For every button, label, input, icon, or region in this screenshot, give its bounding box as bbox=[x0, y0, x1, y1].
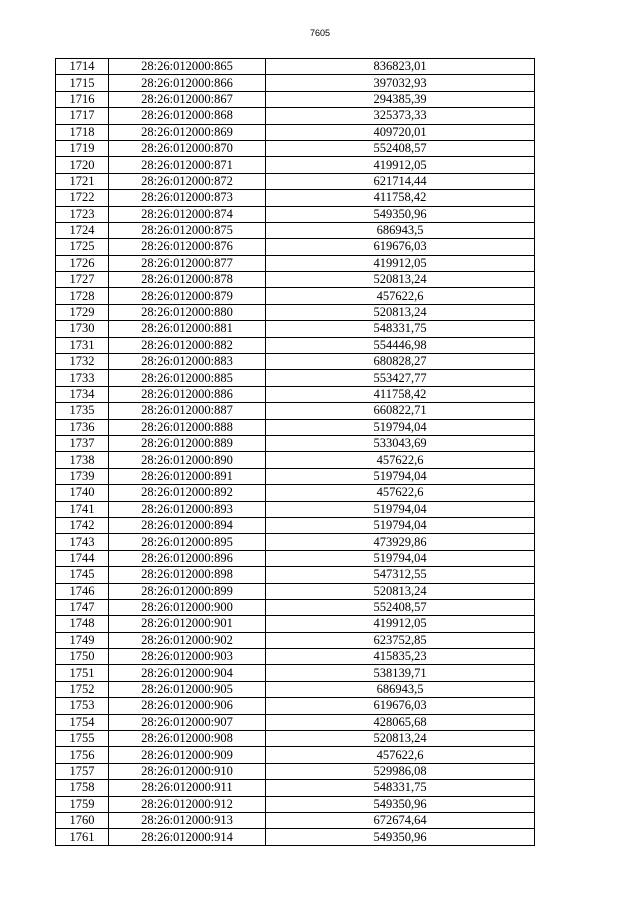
table-row bbox=[56, 304, 535, 320]
row-number-cell: 1736 bbox=[56, 419, 109, 435]
cadastral-number-cell: 28:26:012000:878 bbox=[109, 272, 266, 288]
value-cell: 520813,24 bbox=[266, 583, 535, 599]
cadastral-number-cell: 28:26:012000:881 bbox=[109, 321, 266, 337]
table-row bbox=[56, 649, 535, 665]
row-number-cell: 1756 bbox=[56, 747, 109, 763]
table-row bbox=[56, 173, 535, 189]
table-row bbox=[56, 583, 535, 599]
table-row bbox=[56, 403, 535, 419]
row-number-cell: 1747 bbox=[56, 599, 109, 615]
table-row bbox=[56, 435, 535, 451]
value-cell: 415835,23 bbox=[266, 649, 535, 665]
cadastral-number-cell: 28:26:012000:877 bbox=[109, 255, 266, 271]
row-number-cell: 1714 bbox=[56, 59, 109, 75]
value-cell: 473929,86 bbox=[266, 534, 535, 550]
row-number-cell: 1759 bbox=[56, 796, 109, 812]
table-row bbox=[56, 534, 535, 550]
table-row bbox=[56, 714, 535, 730]
cadastral-number-cell: 28:26:012000:904 bbox=[109, 665, 266, 681]
row-number-cell: 1716 bbox=[56, 91, 109, 107]
cadastral-number-cell: 28:26:012000:905 bbox=[109, 681, 266, 697]
table-row bbox=[56, 272, 535, 288]
table-row bbox=[56, 517, 535, 533]
row-number-cell: 1717 bbox=[56, 108, 109, 124]
value-cell: 411758,42 bbox=[266, 190, 535, 206]
row-number-cell: 1731 bbox=[56, 337, 109, 353]
value-cell: 533043,69 bbox=[266, 435, 535, 451]
table-row bbox=[56, 157, 535, 173]
cadastral-number-cell: 28:26:012000:907 bbox=[109, 714, 266, 730]
cadastral-number-cell: 28:26:012000:914 bbox=[109, 829, 266, 845]
value-cell: 419912,05 bbox=[266, 157, 535, 173]
cadastral-number-cell: 28:26:012000:874 bbox=[109, 206, 266, 222]
value-cell: 457622,6 bbox=[266, 452, 535, 468]
row-number-cell: 1752 bbox=[56, 681, 109, 697]
row-number-cell: 1748 bbox=[56, 616, 109, 632]
table-row bbox=[56, 321, 535, 337]
cadastral-number-cell: 28:26:012000:875 bbox=[109, 222, 266, 238]
cadastral-number-cell: 28:26:012000:895 bbox=[109, 534, 266, 550]
value-cell: 623752,85 bbox=[266, 632, 535, 648]
value-cell: 457622,6 bbox=[266, 485, 535, 501]
row-number-cell: 1726 bbox=[56, 255, 109, 271]
cadastral-number-cell: 28:26:012000:911 bbox=[109, 780, 266, 796]
value-cell: 519794,04 bbox=[266, 468, 535, 484]
table-row bbox=[56, 812, 535, 828]
value-cell: 529986,08 bbox=[266, 763, 535, 779]
table-row bbox=[56, 599, 535, 615]
row-number-cell: 1721 bbox=[56, 173, 109, 189]
row-number-cell: 1751 bbox=[56, 665, 109, 681]
cadastral-number-cell: 28:26:012000:889 bbox=[109, 435, 266, 451]
row-number-cell: 1733 bbox=[56, 370, 109, 386]
row-number-cell: 1720 bbox=[56, 157, 109, 173]
row-number-cell: 1727 bbox=[56, 272, 109, 288]
value-cell: 538139,71 bbox=[266, 665, 535, 681]
value-cell: 547312,55 bbox=[266, 567, 535, 583]
table-row bbox=[56, 370, 535, 386]
cadastral-number-cell: 28:26:012000:901 bbox=[109, 616, 266, 632]
row-number-cell: 1749 bbox=[56, 632, 109, 648]
cadastral-number-cell: 28:26:012000:887 bbox=[109, 403, 266, 419]
table-row bbox=[56, 829, 535, 845]
value-cell: 519794,04 bbox=[266, 501, 535, 517]
cadastral-number-cell: 28:26:012000:912 bbox=[109, 796, 266, 812]
cadastral-number-cell: 28:26:012000:866 bbox=[109, 75, 266, 91]
table-row bbox=[56, 75, 535, 91]
table-row bbox=[56, 665, 535, 681]
value-cell: 428065,68 bbox=[266, 714, 535, 730]
table-row bbox=[56, 485, 535, 501]
row-number-cell: 1719 bbox=[56, 140, 109, 156]
row-number-cell: 1746 bbox=[56, 583, 109, 599]
table-row bbox=[56, 616, 535, 632]
row-number-cell: 1722 bbox=[56, 190, 109, 206]
value-cell: 520813,24 bbox=[266, 731, 535, 747]
row-number-cell: 1734 bbox=[56, 386, 109, 402]
row-number-cell: 1729 bbox=[56, 304, 109, 320]
cadastral-number-cell: 28:26:012000:870 bbox=[109, 140, 266, 156]
row-number-cell: 1735 bbox=[56, 403, 109, 419]
table-row bbox=[56, 747, 535, 763]
table-row bbox=[56, 681, 535, 697]
cadastral-number-cell: 28:26:012000:892 bbox=[109, 485, 266, 501]
value-cell: 519794,04 bbox=[266, 550, 535, 566]
cadastral-number-cell: 28:26:012000:891 bbox=[109, 468, 266, 484]
table-row bbox=[56, 91, 535, 107]
cadastral-number-cell: 28:26:012000:890 bbox=[109, 452, 266, 468]
table-row bbox=[56, 140, 535, 156]
cadastral-number-cell: 28:26:012000:880 bbox=[109, 304, 266, 320]
table-row bbox=[56, 780, 535, 796]
table-row bbox=[56, 190, 535, 206]
row-number-cell: 1753 bbox=[56, 698, 109, 714]
value-cell: 548331,75 bbox=[266, 780, 535, 796]
value-cell: 409720,01 bbox=[266, 124, 535, 140]
cadastral-number-cell: 28:26:012000:869 bbox=[109, 124, 266, 140]
value-cell: 552408,57 bbox=[266, 140, 535, 156]
table-row bbox=[56, 698, 535, 714]
table-row bbox=[56, 222, 535, 238]
cadastral-number-cell: 28:26:012000:902 bbox=[109, 632, 266, 648]
value-cell: 680828,27 bbox=[266, 354, 535, 370]
cadastral-number-cell: 28:26:012000:873 bbox=[109, 190, 266, 206]
cadastral-number-cell: 28:26:012000:913 bbox=[109, 812, 266, 828]
value-cell: 686943,5 bbox=[266, 222, 535, 238]
table-body bbox=[56, 59, 535, 846]
value-cell: 553427,77 bbox=[266, 370, 535, 386]
row-number-cell: 1728 bbox=[56, 288, 109, 304]
cadastral-number-cell: 28:26:012000:882 bbox=[109, 337, 266, 353]
row-number-cell: 1743 bbox=[56, 534, 109, 550]
table-row bbox=[56, 419, 535, 435]
table-row bbox=[56, 796, 535, 812]
table-row bbox=[56, 206, 535, 222]
value-cell: 549350,96 bbox=[266, 796, 535, 812]
value-cell: 325373,33 bbox=[266, 108, 535, 124]
value-cell: 619676,03 bbox=[266, 239, 535, 255]
row-number-cell: 1754 bbox=[56, 714, 109, 730]
table-row bbox=[56, 288, 535, 304]
table-row bbox=[56, 124, 535, 140]
value-cell: 552408,57 bbox=[266, 599, 535, 615]
table-row bbox=[56, 632, 535, 648]
value-cell: 672674,64 bbox=[266, 812, 535, 828]
value-cell: 619676,03 bbox=[266, 698, 535, 714]
cadastral-number-cell: 28:26:012000:888 bbox=[109, 419, 266, 435]
table-row bbox=[56, 731, 535, 747]
value-cell: 549350,96 bbox=[266, 206, 535, 222]
row-number-cell: 1745 bbox=[56, 567, 109, 583]
value-cell: 457622,6 bbox=[266, 288, 535, 304]
value-cell: 660822,71 bbox=[266, 403, 535, 419]
row-number-cell: 1732 bbox=[56, 354, 109, 370]
row-number-cell: 1758 bbox=[56, 780, 109, 796]
row-number-cell: 1737 bbox=[56, 435, 109, 451]
cadastral-number-cell: 28:26:012000:909 bbox=[109, 747, 266, 763]
page-number: 7605 bbox=[309, 28, 331, 38]
value-cell: 519794,04 bbox=[266, 517, 535, 533]
cadastral-number-cell: 28:26:012000:894 bbox=[109, 517, 266, 533]
cadastral-number-cell: 28:26:012000:871 bbox=[109, 157, 266, 173]
cadastral-number-cell: 28:26:012000:885 bbox=[109, 370, 266, 386]
table-row bbox=[56, 468, 535, 484]
table-row bbox=[56, 452, 535, 468]
table-row bbox=[56, 108, 535, 124]
table-row bbox=[56, 550, 535, 566]
value-cell: 397032,93 bbox=[266, 75, 535, 91]
cadastral-number-cell: 28:26:012000:876 bbox=[109, 239, 266, 255]
cadastral-number-cell: 28:26:012000:910 bbox=[109, 763, 266, 779]
cadastral-number-cell: 28:26:012000:900 bbox=[109, 599, 266, 615]
value-cell: 549350,96 bbox=[266, 829, 535, 845]
value-cell: 621714,44 bbox=[266, 173, 535, 189]
cadastral-number-cell: 28:26:012000:896 bbox=[109, 550, 266, 566]
row-number-cell: 1755 bbox=[56, 731, 109, 747]
cadastral-number-cell: 28:26:012000:867 bbox=[109, 91, 266, 107]
value-cell: 686943,5 bbox=[266, 681, 535, 697]
cadastral-number-cell: 28:26:012000:908 bbox=[109, 731, 266, 747]
row-number-cell: 1723 bbox=[56, 206, 109, 222]
value-cell: 457622,6 bbox=[266, 747, 535, 763]
table-row bbox=[56, 501, 535, 517]
cadastral-number-cell: 28:26:012000:886 bbox=[109, 386, 266, 402]
value-cell: 519794,04 bbox=[266, 419, 535, 435]
cadastral-number-cell: 28:26:012000:893 bbox=[109, 501, 266, 517]
cadastral-number-cell: 28:26:012000:865 bbox=[109, 59, 266, 75]
row-number-cell: 1730 bbox=[56, 321, 109, 337]
row-number-cell: 1725 bbox=[56, 239, 109, 255]
row-number-cell: 1750 bbox=[56, 649, 109, 665]
value-cell: 520813,24 bbox=[266, 304, 535, 320]
cadastral-number-cell: 28:26:012000:868 bbox=[109, 108, 266, 124]
table-row bbox=[56, 386, 535, 402]
table-row bbox=[56, 567, 535, 583]
table-row bbox=[56, 354, 535, 370]
row-number-cell: 1715 bbox=[56, 75, 109, 91]
value-cell: 419912,05 bbox=[266, 616, 535, 632]
value-cell: 520813,24 bbox=[266, 272, 535, 288]
value-cell: 294385,39 bbox=[266, 91, 535, 107]
value-cell: 411758,42 bbox=[266, 386, 535, 402]
cadastral-number-cell: 28:26:012000:872 bbox=[109, 173, 266, 189]
cadastral-number-cell: 28:26:012000:899 bbox=[109, 583, 266, 599]
row-number-cell: 1724 bbox=[56, 222, 109, 238]
row-number-cell: 1744 bbox=[56, 550, 109, 566]
value-cell: 419912,05 bbox=[266, 255, 535, 271]
table-row bbox=[56, 763, 535, 779]
row-number-cell: 1738 bbox=[56, 452, 109, 468]
cadastral-number-cell: 28:26:012000:898 bbox=[109, 567, 266, 583]
row-number-cell: 1740 bbox=[56, 485, 109, 501]
cadastral-value-table bbox=[55, 58, 535, 846]
cadastral-number-cell: 28:26:012000:883 bbox=[109, 354, 266, 370]
cadastral-number-cell: 28:26:012000:906 bbox=[109, 698, 266, 714]
cadastral-number-cell: 28:26:012000:879 bbox=[109, 288, 266, 304]
row-number-cell: 1742 bbox=[56, 517, 109, 533]
value-cell: 836823,01 bbox=[266, 59, 535, 75]
row-number-cell: 1741 bbox=[56, 501, 109, 517]
table-row bbox=[56, 255, 535, 271]
table-row bbox=[56, 239, 535, 255]
row-number-cell: 1739 bbox=[56, 468, 109, 484]
value-cell: 548331,75 bbox=[266, 321, 535, 337]
table-row bbox=[56, 337, 535, 353]
row-number-cell: 1757 bbox=[56, 763, 109, 779]
row-number-cell: 1760 bbox=[56, 812, 109, 828]
row-number-cell: 1718 bbox=[56, 124, 109, 140]
cadastral-number-cell: 28:26:012000:903 bbox=[109, 649, 266, 665]
row-number-cell: 1761 bbox=[56, 829, 109, 845]
table-row bbox=[56, 59, 535, 75]
value-cell: 554446,98 bbox=[266, 337, 535, 353]
